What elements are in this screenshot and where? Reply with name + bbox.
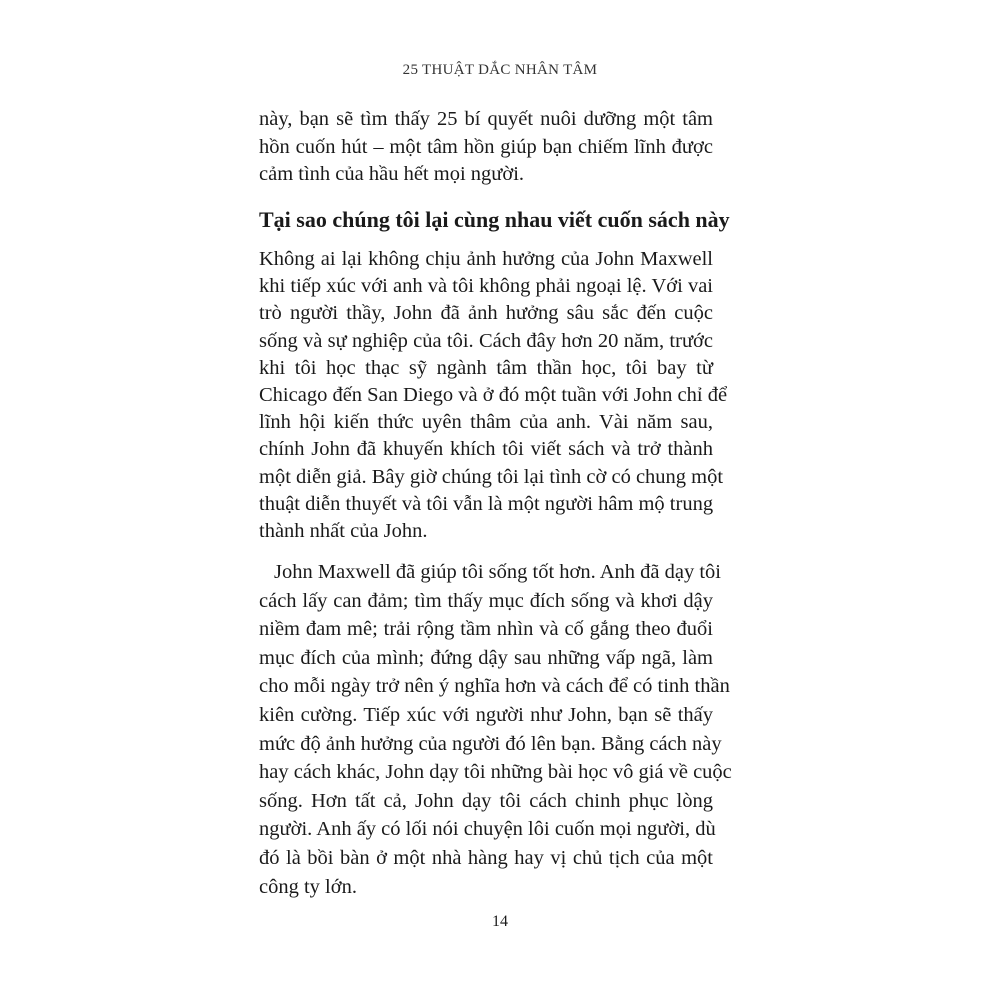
text-line: cho mỗi ngày trở nên ý nghĩa hơn và cách để có tinh thần xyxy=(259,675,730,698)
text-line: người. Anh ấy có lối nói chuyện lôi cuốn mọi người, dù xyxy=(259,818,716,841)
text-line: này, bạn sẽ tìm thấy 25 bí quyết nuôi dưỡng một tâm xyxy=(259,108,713,130)
text-line: mục đích của mình; đứng dậy sau những vấp ngã, làm xyxy=(259,646,713,669)
text-line: hồn cuốn hút – một tâm hồn giúp bạn chiếm lĩnh được xyxy=(259,135,713,158)
text-line: công ty lớn. xyxy=(259,875,357,898)
page-number: 14 xyxy=(492,913,508,930)
text-line: thuật diễn thuyết và tôi vẫn là một người hâm mộ trung xyxy=(259,492,714,515)
text-line: khi tôi học thạc sỹ ngành tâm thần học, tôi bay từ xyxy=(259,356,713,379)
text-line: niềm đam mê; trải rộng tầm nhìn và cố gắng theo đuổi xyxy=(259,618,713,641)
text-line: kiên cường. Tiếp xúc với người như John, bạn sẽ thấy xyxy=(259,703,713,726)
text-line: thành nhất của John. xyxy=(259,519,428,542)
text-line: Chicago đến San Diego và ở đó một tuần với John chỉ để xyxy=(259,383,728,406)
text-line: hay cách khác, John dạy tôi những bài học vô giá về cuộc xyxy=(259,761,732,784)
text-line: Không ai lại không chịu ảnh hưởng của John Maxwell xyxy=(259,248,713,270)
paragraph-intro-end xyxy=(259,106,713,189)
text-line: cách lấy can đảm; tìm thấy mục đích sống và khơi dậy xyxy=(259,589,713,612)
text-line: khi tiếp xúc với anh và tôi không phải ngoại lệ. Với vai xyxy=(259,275,713,298)
text-line: John Maxwell đã giúp tôi sống tốt hơn. Anh đã dạy tôi xyxy=(274,561,722,583)
text-line: lĩnh hội kiến thức uyên thâm của anh. Vài năm sau, xyxy=(259,411,713,434)
running-head: 25 THUẬT DẮC NHÂN TÂM xyxy=(402,62,598,78)
paragraph-maxwell-influence xyxy=(259,558,732,901)
text-line: chính John đã khuyến khích tôi viết sách và trở thành xyxy=(259,438,713,461)
text-line: cảm tình của hầu hết mọi người. xyxy=(259,163,525,185)
text-line: sống và sự nghiệp của tôi. Cách đây hơn 20 năm, trước xyxy=(259,329,713,352)
text-line: trò người thầy, John đã ảnh hưởng sâu sắc đến cuộc xyxy=(259,302,713,325)
text-line: một diễn giả. Bây giờ chúng tôi lại tình cờ có chung một xyxy=(259,465,724,488)
text-line: sống. Hơn tất cả, John dạy tôi cách chinh phục lòng xyxy=(259,789,713,812)
text-line: đó là bồi bàn ở một nhà hàng hay vị chủ tịch của một xyxy=(259,846,713,869)
section-heading: Tại sao chúng tôi lại cùng nhau viết cuốn sách này xyxy=(259,207,730,232)
paragraph-why-write xyxy=(259,246,728,545)
text-line: mức độ ảnh hưởng của người đó lên bạn. Bằng cách này xyxy=(259,732,722,755)
